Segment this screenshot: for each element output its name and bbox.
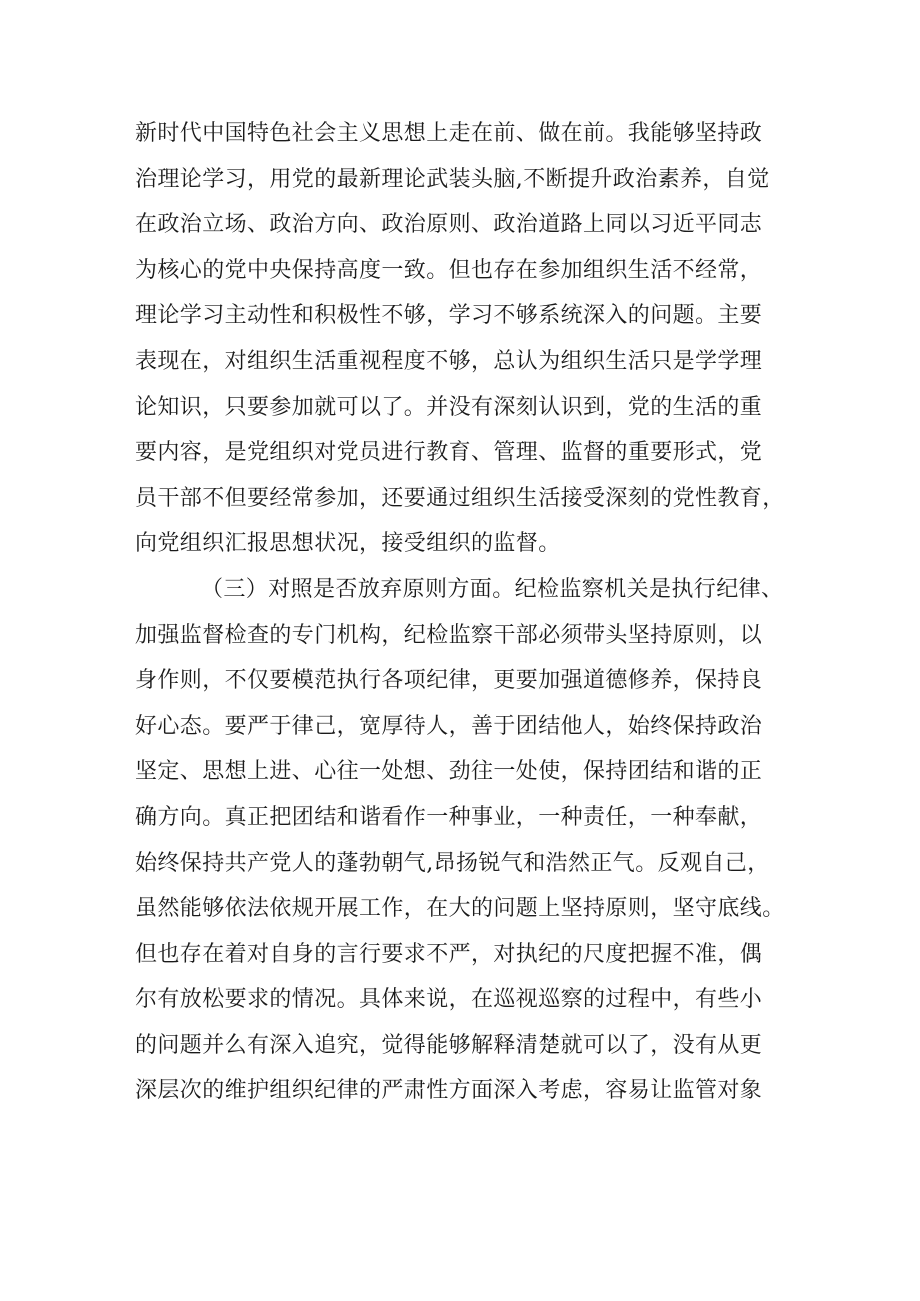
paragraph-1 [135, 111, 805, 567]
text-line: （三）对照是否放弃原则方面。纪检监察机关是执行纪律、 [201, 576, 784, 602]
paragraph-2 [135, 567, 805, 1114]
text-line: 在政治立场、政治方向、政治原则、政治道路上同以习近平同志 [135, 212, 763, 238]
text-line: 深层次的维护组织纪律的严肃性方面深入考虑，容易让监管对象 [135, 1078, 763, 1104]
text-line: 虽然能够依法依规开展工作，在大的问题上坚持原则，坚守底线。 [135, 896, 785, 922]
text-line: 治理论学习，用党的最新理论武装头脑,不断提升政治素养，自觉 [135, 166, 770, 192]
text-line: 向党组织汇报思想状况，接受组织的监督。 [135, 531, 561, 557]
text-line: 加强监督检查的专门机构，纪检监察干部必须带头坚持原则，以 [135, 622, 763, 648]
text-line: 确方向。真正把团结和谐看作一种事业，一种责任，一种奉献， [135, 804, 763, 830]
text-line: 要内容，是党组织对党员进行教育、管理、监督的重要形式，党 [135, 440, 763, 466]
text-line: 尔有放松要求的情况。具体来说，在巡视巡察的过程中，有些小 [135, 987, 763, 1013]
text-line: 表现在，对组织生活重视程度不够，总认为组织生活只是学学理 [135, 348, 763, 374]
text-line: 好心态。要严于律己，宽厚待人，善于团结他人，始终保持政治 [135, 713, 763, 739]
text-line: 理论学习主动性和积极性不够，学习不够系统深入的问题。主要 [135, 303, 763, 329]
text-line: 但也存在着对自身的言行要求不严，对执纪的尺度把握不准，偶 [135, 941, 763, 967]
text-line: 坚定、思想上进、心往一处想、劲往一处使，保持团结和谐的正 [135, 759, 763, 785]
document-body [135, 111, 805, 1114]
text-line: 员干部不但要经常参加，还要通过组织生活接受深刻的党性教育， [135, 485, 785, 511]
text-line: 的问题并么有深入追究，觉得能够解释清楚就可以了，没有从更 [135, 1032, 763, 1058]
text-line: 身作则，不仅要模范执行各项纪律，更要加强道德修养，保持良 [135, 668, 763, 694]
text-line: 新时代中国特色社会主义思想上走在前、做在前。我能够坚持政 [135, 121, 763, 146]
text-line: 为核心的党中央保持高度一致。但也存在参加组织生活不经常， [135, 257, 763, 283]
text-line: 论知识，只要参加就可以了。并没有深刻认识到，党的生活的重 [135, 394, 763, 420]
text-line: 始终保持共产党人的蓬勃朝气,昂扬锐气和浩然正气。反观自己， [135, 850, 770, 876]
